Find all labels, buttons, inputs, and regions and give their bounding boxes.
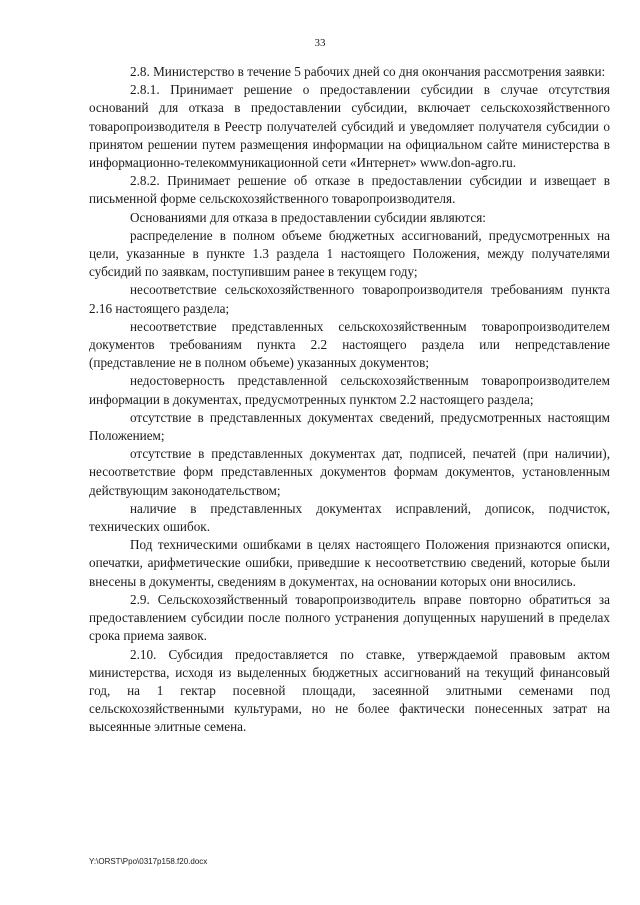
paragraph-ground-missing-info: отсутствие в представленных документах сведений, предусмотренных настоящим Положением; <box>89 409 610 444</box>
paragraph-ground-inaccuracy: недостоверность представленной сельскохозяйственным товаропроизводителем информации в документах, предусмотренных пунктом 2.2 настоящего раздела; <box>89 373 610 407</box>
paragraph-2-10: 2.10. Субсидия предоставляется по ставке, утверждаемой правовым актом министерства, исходя из выделенных бюджетных ассигнований на текущий финансовый год, на 1 гектар посевной площади, засеянной элитными семенами под сельскохозяйственными культурами, но не более фактически понесенных затрат на высеянные элитные семена. <box>89 646 610 735</box>
paragraph-ground-documents: несоответствие представленных сельскохозяйственным товаропроизводителем документов требованиям пункта 2.2 настоящего раздела или непредставление (представление не в полном объеме) указанных документов; <box>89 318 610 371</box>
paragraph-2-8-1: 2.8.1. Принимает решение о предоставлении субсидии в случае отсутствия оснований для отказа в предоставлении субсидии, включает сельскохозяйственного товаропроизводителя в Реестр получателей субсидий и уведомляет получателя субсидии о принятом решении путем размещения информации на официальном сайте министерства в информационно-телекоммуникационной сети «Интернет» www.don-agro.ru. <box>89 82 610 171</box>
paragraph-ground-missing-dates: отсутствие в представленных документах дат, подписей, печатей (при наличии), несоответствие форм представленных документов формам документов, установленным действующим законодательством; <box>89 446 610 498</box>
paragraph-ground-corrections: наличие в представленных документах исправлений, дописок, подчисток, технических ошибок. <box>89 500 610 535</box>
paragraph-refusal-grounds-intro: Основаниями для отказа в предоставлении субсидии являются: <box>130 209 486 225</box>
document-body <box>89 63 610 737</box>
paragraph-2-8: 2.8. Министерство в течение 5 рабочих дней со дня окончания рассмотрения заявки: <box>130 64 606 79</box>
page-number: 33 <box>314 37 326 49</box>
paragraph-technical-errors: Под техническими ошибками в целях настоящего Положения признаются описки, опечатки, арифметические ошибки, приведшие к несоответствию сведений, которые были внесены в документы, сведениям в документах, на основании которых они вносились. <box>89 537 610 589</box>
footer-file-path: Y:\ORST\Ppo\0317p158.f20.docx <box>89 857 208 866</box>
paragraph-ground-requirements: несоответствие сельскохозяйственного товаропроизводителя требованиям пункта 2.16 настоящего раздела; <box>89 282 610 316</box>
paragraph-2-9: 2.9. Сельскохозяйственный товаропроизводитель вправе повторно обратиться за предоставлением субсидии после полного устранения допущенных нарушений в пределах срока приема заявок. <box>89 591 610 644</box>
paragraph-ground-budget: распределение в полном объеме бюджетных ассигнований, предусмотренных на цели, указанные в пункте 1.3 раздела 1 настоящего Положения, между получателями субсидий по заявкам, поступившим ранее в текущем году; <box>89 227 610 280</box>
paragraph-2-8-2: 2.8.2. Принимает решение об отказе в предоставлении субсидии и извещает в письменной форме сельскохозяйственного товаропроизводителя. <box>89 173 610 207</box>
